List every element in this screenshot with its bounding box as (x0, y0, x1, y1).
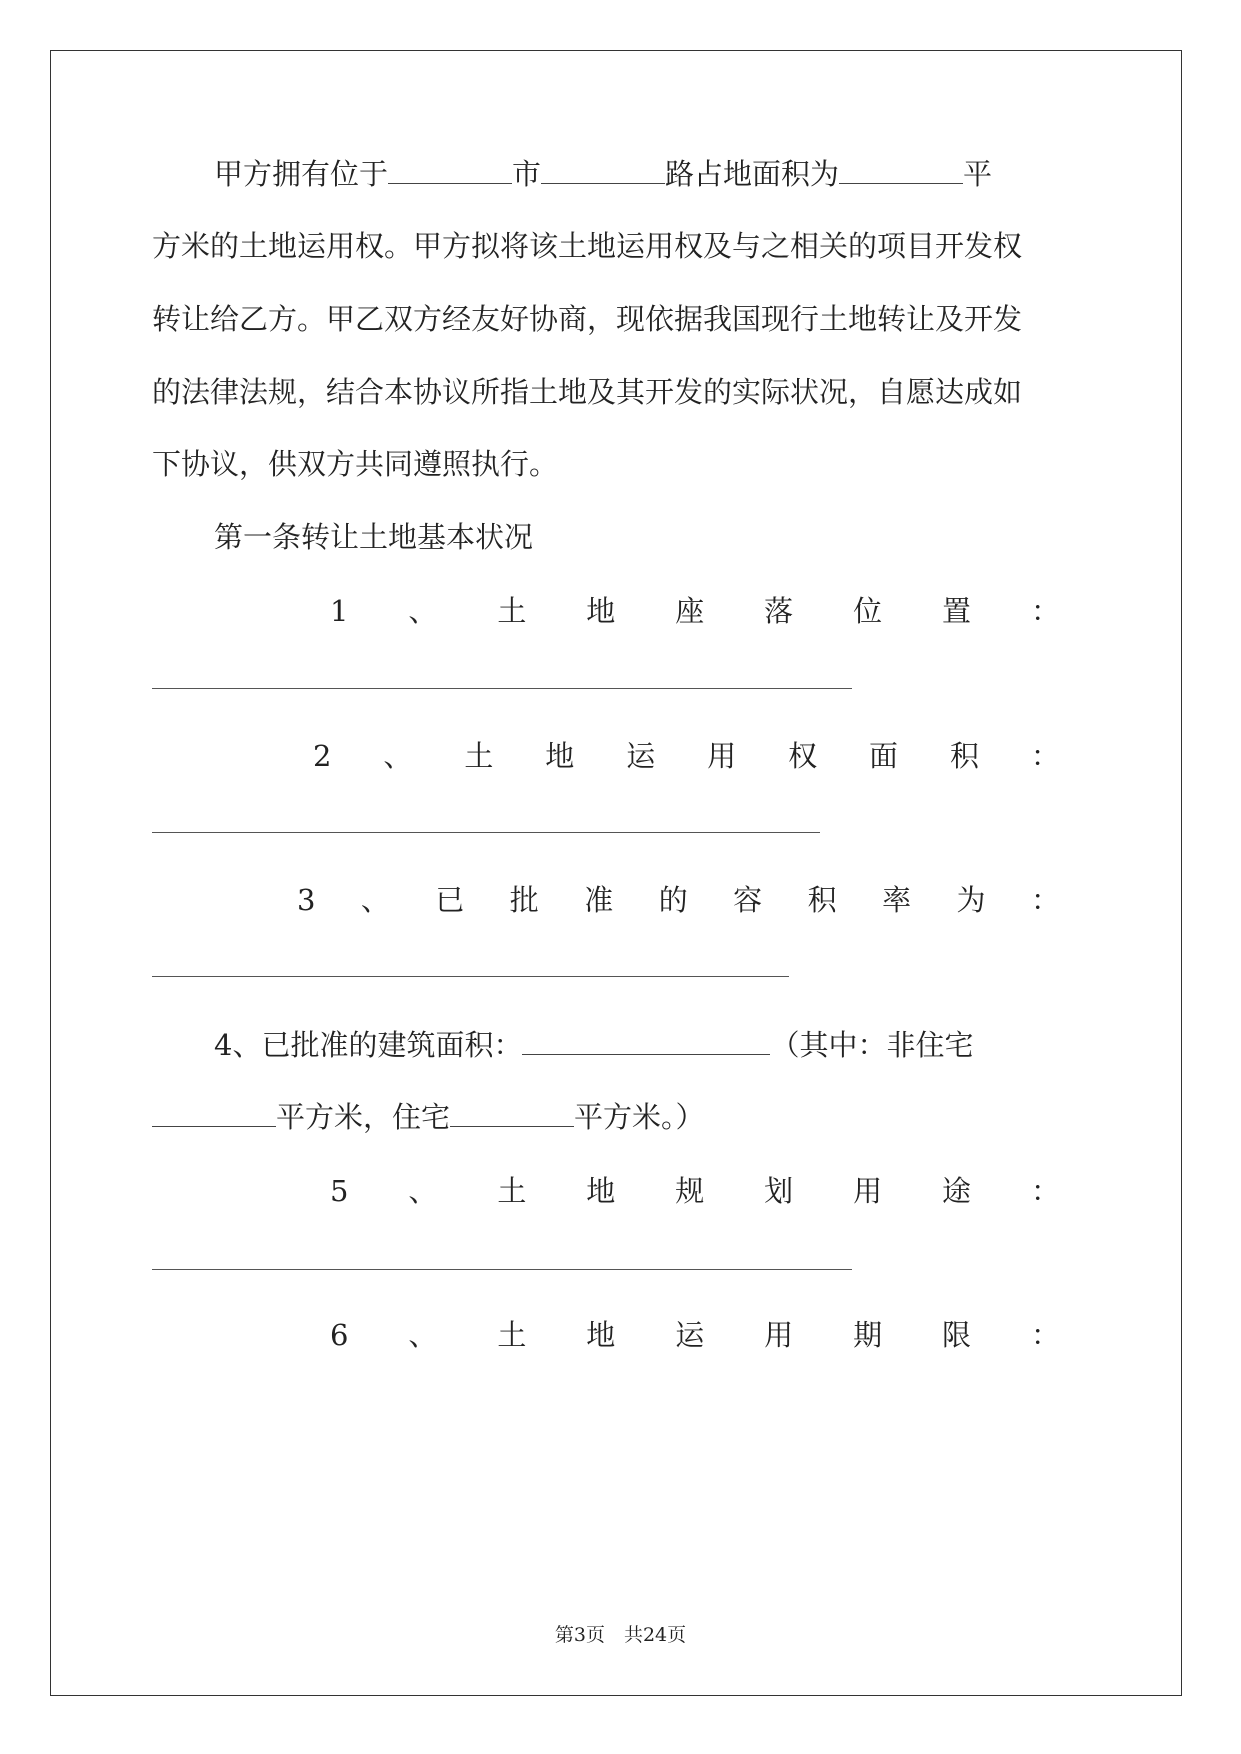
item-char: 、 (408, 594, 438, 628)
item-char: 地 (586, 594, 616, 628)
item-char: 位 (853, 594, 883, 628)
blank-non-residential[interactable] (152, 1104, 276, 1127)
item-char: 3 (297, 883, 316, 917)
item-char: 为 (956, 883, 986, 917)
page-footer: 第3页 共24页 (554, 1624, 687, 1646)
item-char: 权 (788, 739, 818, 773)
item-char: ： (1030, 883, 1060, 917)
blank-line-5[interactable] (152, 1269, 852, 1270)
item-char: 用 (853, 1174, 883, 1208)
item-char: 、 (360, 883, 390, 917)
item-char: 地 (586, 1318, 616, 1352)
text-owner: 甲方拥有位于 (214, 157, 389, 191)
item-char: 面 (869, 739, 899, 773)
paragraph-line-5: 下协议，供双方共同遵照执行。 (152, 447, 559, 481)
item-char: 地 (545, 739, 575, 773)
item-char: 土 (497, 1174, 527, 1208)
blank-line-2[interactable] (152, 832, 820, 833)
blank-residential[interactable] (450, 1104, 574, 1127)
blank-line-3[interactable] (152, 976, 789, 977)
item-5 (330, 1174, 1060, 1208)
paragraph-line-2: 方米的土地运用权。甲方拟将该土地运用权及与之相关的项目开发权 (152, 229, 1023, 263)
paragraph-line-1 (152, 157, 1084, 191)
item-2 (313, 739, 1060, 773)
item-char: 划 (764, 1174, 794, 1208)
item-char: 、 (408, 1318, 438, 1352)
item-6 (330, 1318, 1060, 1352)
item-char: 积 (807, 883, 837, 917)
item-char: 容 (733, 883, 763, 917)
text-ping: 平 (963, 157, 993, 191)
item-3 (297, 883, 1060, 917)
item-char: 积 (949, 739, 979, 773)
page-border (50, 50, 1182, 1696)
item-char: 5 (330, 1174, 349, 1208)
text-city: 市 (512, 157, 542, 191)
item-char: 、 (408, 1174, 438, 1208)
item-char: 土 (497, 594, 527, 628)
item-char: 用 (707, 739, 737, 773)
item-char: ： (1030, 1174, 1060, 1208)
item-char: 运 (675, 1318, 705, 1352)
blank-city[interactable] (388, 161, 512, 184)
item-char: 率 (882, 883, 912, 917)
blank-line-1[interactable] (152, 688, 852, 689)
item-char: 限 (942, 1318, 972, 1352)
item-char: ： (1030, 594, 1060, 628)
item-char: ： (1030, 1318, 1060, 1352)
paragraph-line-4: 的法律法规，结合本协议所指土地及其开发的实际状况，自愿达成如 (152, 375, 1023, 409)
item-4-line-1: 4、已批准的建筑面积： （其中：非住宅 (214, 1028, 974, 1062)
blank-building-area[interactable] (522, 1032, 770, 1055)
item-char: 座 (675, 594, 705, 628)
item-char: 运 (626, 739, 656, 773)
item-char: 地 (586, 1174, 616, 1208)
item-char: 土 (497, 1318, 527, 1352)
item-char: 土 (464, 739, 494, 773)
item-char: 的 (658, 883, 688, 917)
item-char: 1 (330, 594, 349, 628)
item-char: 置 (942, 594, 972, 628)
item-char: 6 (330, 1318, 349, 1352)
item-4-line-2: 平方米，住宅 平方米。） (152, 1100, 1084, 1134)
item-char: 已 (435, 883, 465, 917)
item-char: 规 (675, 1174, 705, 1208)
text-area: 路占地面积为 (665, 157, 840, 191)
item-char: 途 (942, 1174, 972, 1208)
item-char: ： (1030, 739, 1060, 773)
item-char: 用 (764, 1318, 794, 1352)
item-char: 准 (584, 883, 614, 917)
item-char: 落 (764, 594, 794, 628)
item-char: 2 (313, 739, 332, 773)
item-1 (330, 594, 1060, 628)
blank-road[interactable] (541, 161, 665, 184)
item-char: 期 (853, 1318, 883, 1352)
article-title: 第一条转让土地基本状况 (214, 520, 534, 554)
paragraph-line-3: 转让给乙方。甲乙双方经友好协商，现依据我国现行土地转让及开发 (152, 302, 1023, 336)
blank-area[interactable] (839, 161, 963, 184)
item-char: 、 (383, 739, 413, 773)
item-char: 批 (509, 883, 539, 917)
